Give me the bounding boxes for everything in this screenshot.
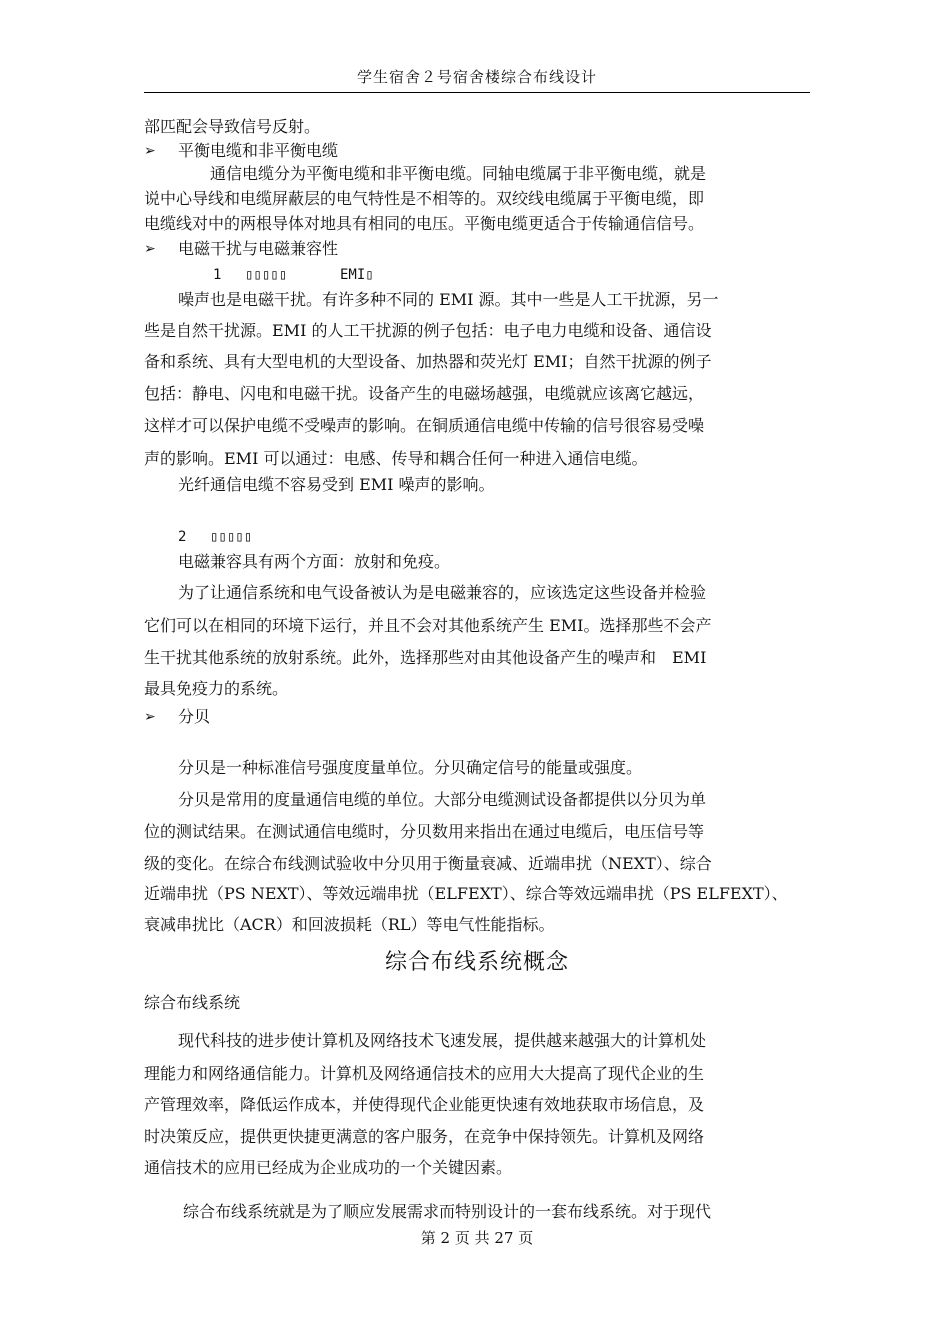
paragraph-line: 分贝是常用的度量通信电缆的单位。大部分电缆测试设备都提供以分贝为单 — [178, 790, 707, 809]
paragraph-line: 它们可以在相同的环境下运行，并且不会对其他系统产生 EMI。选择那些不会产 — [144, 616, 712, 635]
paragraph-line: 些是自然干扰源。EMI 的人工干扰源的例子包括：电子电力电缆和设备、通信设 — [144, 321, 712, 340]
paragraph-line: 现代科技的进步使计算机及网络技术飞速发展，提供越来越强大的计算机处 — [178, 1031, 707, 1050]
subheading-label: ▯▯▯▯▯ — [245, 267, 288, 283]
fiber-line: 光纤通信电缆不容易受到 EMI 噪声的影响。 — [178, 475, 495, 494]
paragraph-line: 声的影响。EMI 可以通过：电感、传导和耦合任何一种进入通信电缆。 — [144, 449, 648, 468]
paragraph-line: 通信电缆分为平衡电缆和非平衡电缆。同轴电缆属于非平衡电缆，就是 — [210, 164, 707, 183]
paragraph-line: 通信技术的应用已经成为企业成功的一个关键因素。 — [144, 1158, 513, 1177]
heading-balanced-cable: 平衡电缆和非平衡电缆 — [178, 141, 339, 160]
paragraph-line: 为了让通信系统和电气设备被认为是电磁兼容的，应该选定这些设备并检验 — [178, 583, 707, 602]
paragraph-line: 级的变化。在综合布线测试验收中分贝用于衡量衰减、近端串扰（NEXT）、综合 — [144, 854, 712, 873]
section-title: 综合布线系统概念 — [384, 950, 569, 975]
heading-decibel: 分贝 — [178, 707, 211, 726]
page-header: 学生宿舍２号宿舍楼综合布线设计 — [356, 68, 597, 86]
subheading-tail: EMI▯ — [340, 267, 374, 283]
bullet-arrow-icon: ➢ — [144, 241, 156, 257]
paragraph-line: 说中心导线和电缆屏蔽层的电气特性是不相等的。双绞线电缆属于平衡电缆，即 — [144, 189, 705, 208]
paragraph-line: 这样才可以保护电缆不受噪声的影响。在铜质通信电缆中传输的信号很容易受噪 — [144, 416, 705, 435]
subheading-number: 2 — [178, 529, 187, 545]
paragraph-line: 产管理效率，降低运作成本，并使得现代企业能更快速有效地获取市场信息，及 — [144, 1095, 705, 1114]
paragraph-line: 理能力和网络通信能力。计算机及网络通信技术的应用大大提高了现代企业的生 — [144, 1064, 705, 1083]
heading-emi: 电磁干扰与电磁兼容性 — [178, 239, 339, 258]
decibel-line: 分贝是一种标准信号强度度量单位。分贝确定信号的能量或强度。 — [178, 758, 643, 777]
bullet-arrow-icon: ➢ — [144, 709, 156, 725]
paragraph-line: 电缆线对中的两根导体对地具有相同的电压。平衡电缆更适合于传输通信信号。 — [144, 214, 705, 233]
subheading-number: 1 — [213, 267, 222, 283]
paragraph-line: 生干扰其他系统的放射系统。此外，选择那些对由其他设备产生的噪声和 EMI — [144, 648, 707, 667]
paragraph-line: 噪声也是电磁干扰。有许多种不同的 EMI 源。其中一些是人工干扰源，另一 — [178, 290, 719, 309]
paragraph-line: 衰减串扰比（ACR）和回波损耗（RL）等电气性能指标。 — [144, 915, 555, 934]
paragraph-line: 综合布线系统就是为了顺应发展需求而特别设计的一套布线系统。对于现代 — [183, 1202, 712, 1221]
page-footer: 第 2 页 共 27 页 — [420, 1229, 534, 1247]
paragraph-line: 时决策反应，提供更快捷更满意的客户服务，在竞争中保持领先。计算机及网络 — [144, 1127, 705, 1146]
header-rule — [144, 92, 810, 93]
lead-line: 部匹配会导致信号反射。 — [144, 117, 321, 136]
emc-line: 电磁兼容具有两个方面：放射和免疫。 — [178, 552, 451, 571]
paragraph-line: 位的测试结果。在测试通信电缆时，分贝数用来指出在通过电缆后，电压信号等 — [144, 822, 705, 841]
paragraph-line: 包括：静电、闪电和电磁干扰。设备产生的电磁场越强，电缆就应该离它越远， — [144, 384, 705, 403]
paragraph-line: 近端串扰（PS NEXT）、等效远端串扰（ELFEXT）、综合等效远端串扰（PS ELFEXT）、 — [144, 884, 788, 903]
subheading-label: ▯▯▯▯▯ — [210, 529, 253, 545]
section-subtitle: 综合布线系统 — [144, 993, 241, 1012]
bullet-arrow-icon: ➢ — [144, 143, 156, 159]
paragraph-line: 备和系统、具有大型电机的大型设备、加热器和荧光灯 EMI；自然干扰源的例子 — [144, 352, 712, 371]
paragraph-line: 最具免疫力的系统。 — [144, 679, 289, 698]
